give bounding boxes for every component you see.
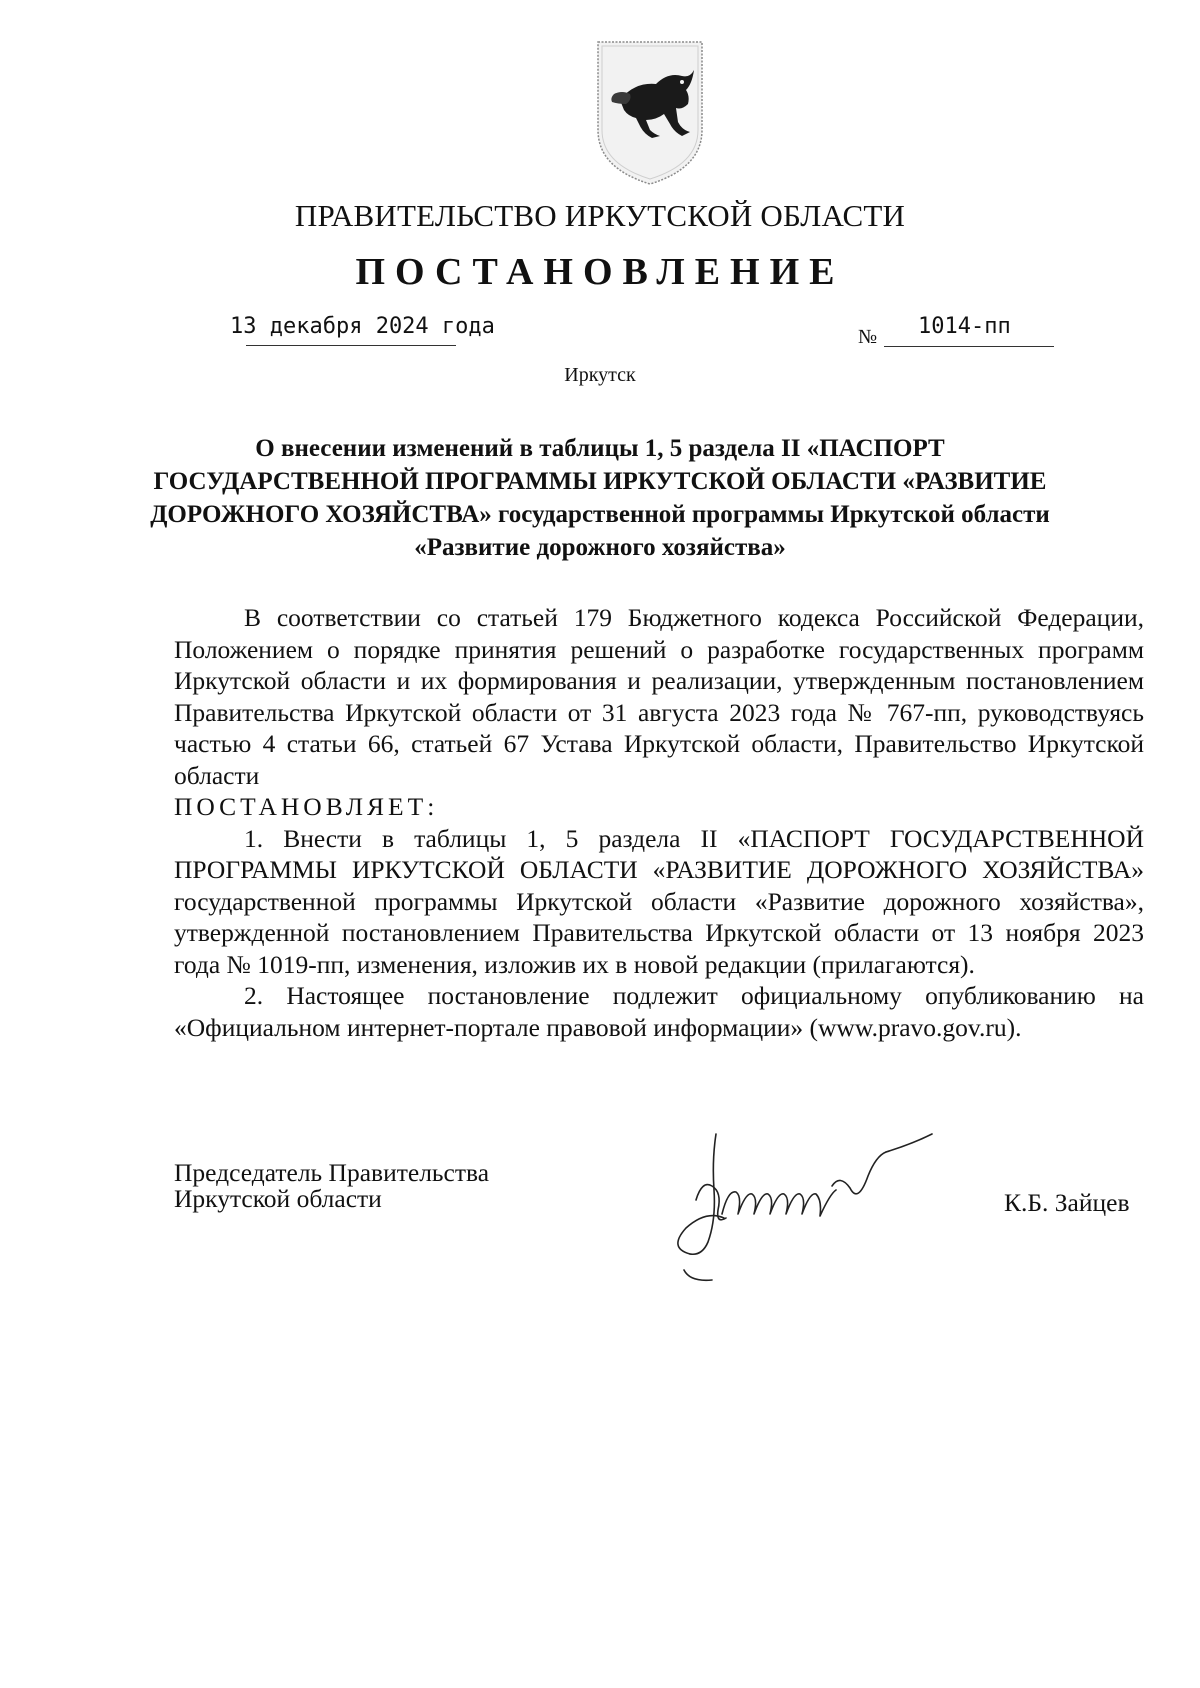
handwritten-signature-icon [672, 1130, 962, 1290]
irkutsk-coat-of-arms-icon [594, 38, 706, 188]
document-type: ПОСТАНОВЛЕНИЕ [355, 251, 845, 293]
document-date: 13 декабря 2024 года [230, 314, 495, 339]
item-1-paragraph: 1. Внести в таблицы 1, 5 раздела II «ПАСПОРТ ГОСУДАРСТВЕННОЙ ПРОГРАММЫ ИРКУТСКОЙ ОБЛАСТИ «РАЗВИТИЕ ДОРОЖНОГО ХОЗЯЙСТВА» государственной программы Иркутской области «Развитие дорожного хозяйства», утвержденной постановлением Правительства Иркутской области от 13 ноября 2023 года № 1019-пп, изменения, изложив их в новой редакции (прилагаются). [174, 823, 1144, 979]
signatory-position [174, 1160, 489, 1212]
number-underline [884, 346, 1054, 347]
number-sign: № [858, 326, 878, 348]
item-2-paragraph: 2. Настоящее постановление подлежит официальному опубликованию на «Официальном интернет-портале правовой информации» (www.pravo.gov.ru). [174, 981, 1144, 1042]
signatory-name: К.Б. Зайцев [1004, 1188, 1130, 1217]
date-underline [246, 345, 456, 346]
document-subject: О внесении изменений в таблицы 1, 5 раздела II «ПАСПОРТ ГОСУДАРСТВЕННОЙ ПРОГРАММЫ ИРКУТСКОЙ ОБЛАСТИ «РАЗВИТИЕ ДОРОЖНОГО ХОЗЯЙСТВА» государственной программы Иркутской области «Развитие дорожного хозяйства» [150, 435, 1050, 561]
document-body [174, 602, 1144, 1043]
position-line-2: Иркутской области [174, 1184, 382, 1213]
resolves-heading: ПОСТАНОВЛЯЕТ: [174, 792, 439, 821]
government-title: ПРАВИТЕЛЬСТВО ИРКУТСКОЙ ОБЛАСТИ [294, 198, 906, 233]
preamble-paragraph: В соответствии со статьей 179 Бюджетного кодекса Российской Федерации, Положением о порядке принятия решений о разработке государственных программ Иркутской области и их формирования и реализации, утвержденным постановлением Правительства Иркутской области от 31 августа 2023 года № 767-пп, руководствуясь частью 4 статьи 66, статьей 67 Устава Иркутской области, Правительство Иркутской области [174, 603, 1144, 790]
city: Иркутск [564, 364, 636, 386]
document-number: 1014-пп [918, 314, 1011, 339]
position-line-1: Председатель Правительства [174, 1158, 490, 1187]
